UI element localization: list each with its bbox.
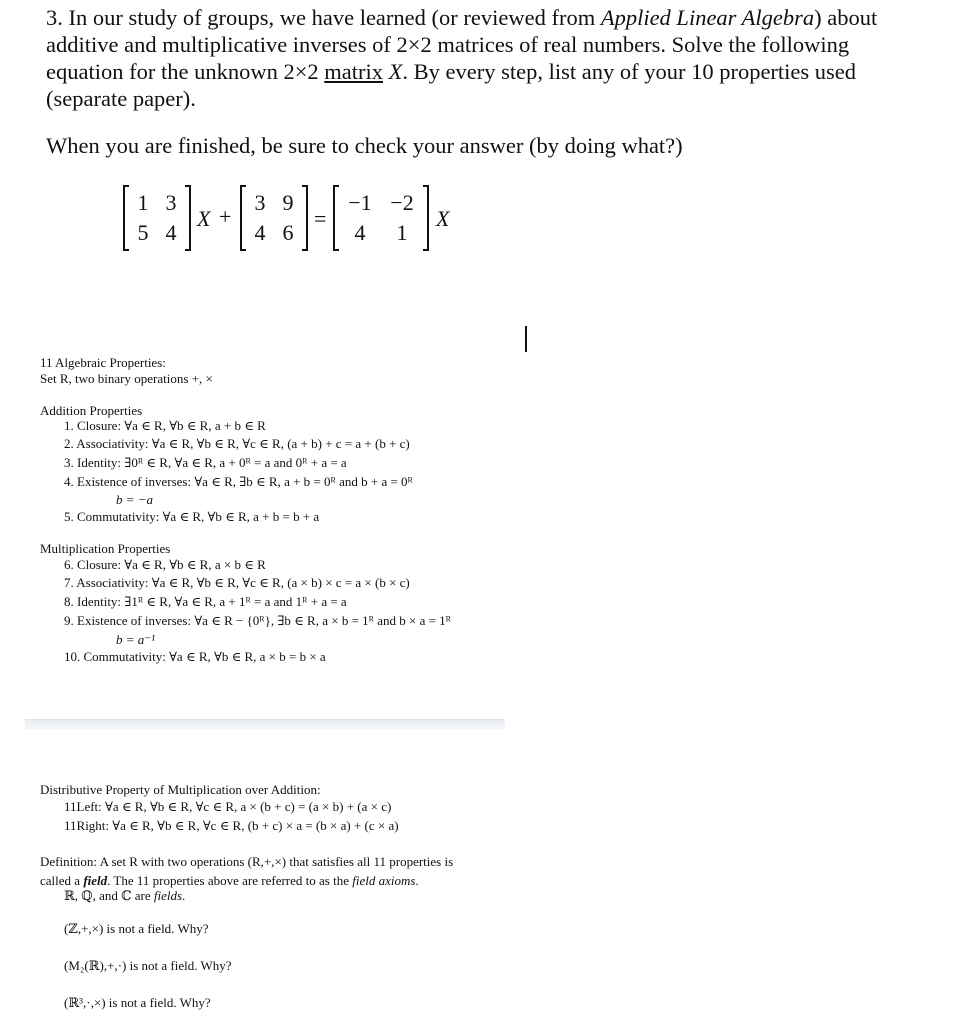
property-8: 8. Identity: ∃1ᴿ ∈ R, ∀a ∈ R, a + 1ᴿ = a and 1ᴿ + a = a	[64, 594, 347, 609]
field-axioms-term: field axioms	[352, 873, 416, 888]
problem-statement	[46, 4, 926, 112]
addition-inverse-note: b = −a	[116, 492, 154, 507]
definition-line-1: Definition: A set R with two operations (R,+,×) that satisfies all 11 properties is	[40, 854, 454, 869]
unknown-x-2: X	[436, 206, 450, 231]
problem-line-1: 3. In our study of groups, we have learned (or reviewed from Applied Linear Algebra) about	[46, 5, 878, 30]
definition-line-2: called a field. The 11 properties above are referred to as the field axioms.	[40, 873, 419, 888]
unknown-x-1: X	[197, 206, 211, 231]
property-3: 3. Identity: ∃0ᴿ ∈ R, ∀a ∈ R, a + 0ᴿ = a and 0ᴿ + a = a	[64, 455, 347, 470]
properties-heading: 11 Algebraic Properties:	[40, 355, 166, 370]
property-5: 5. Commutativity: ∀a ∈ R, ∀b ∈ R, a + b = b + a	[64, 509, 320, 524]
property-11-right: 11Right: ∀a ∈ R, ∀b ∈ R, ∀c ∈ R, (b + c) × a = (b × a) + (c × a)	[64, 818, 399, 833]
matrix-c: −1 −2 4 1	[333, 186, 429, 250]
definition-line-3: ℝ, ℚ, and ℂ are fields.	[64, 888, 186, 903]
property-6: 6. Closure: ∀a ∈ R, ∀b ∈ R, a × b ∈ R	[64, 557, 266, 572]
multiplication-title: Multiplication Properties	[40, 541, 171, 556]
equals-sign: =	[314, 206, 327, 231]
matrix-b: 3 9 4 6	[240, 186, 308, 250]
page-divider	[25, 719, 505, 729]
property-2: 2. Associativity: ∀a ∈ R, ∀b ∈ R, ∀c ∈ R, (a + b) + c = a + (b + c)	[64, 436, 410, 451]
question-r3: (ℝ³,·,×) is not a field. Why?	[64, 995, 211, 1010]
field-term: field	[83, 873, 108, 888]
property-10: 10. Commutativity: ∀a ∈ R, ∀b ∈ R, a × b = b × a	[64, 649, 326, 664]
matrix-a: 1 3 5 4	[123, 186, 191, 250]
problem-line-3: equation for the unknown 2×2 matrix X. By every step, list any of your 10 properties used	[46, 59, 857, 84]
plus-sign: +	[219, 204, 232, 229]
property-9: 9. Existence of inverses: ∀a ∈ R − {0ᴿ}, ∃b ∈ R, a × b = 1ᴿ and b × a = 1ᴿ	[64, 613, 452, 628]
question-integers: (ℤ,+,×) is not a field. Why?	[64, 921, 209, 936]
problem-line-4: (separate paper).	[46, 86, 196, 111]
multiplication-inverse-note: b = a⁻¹	[116, 632, 156, 647]
question-matrices: (M₂(ℝ),+,·) is not a field. Why?	[64, 958, 232, 973]
property-4: 4. Existence of inverses: ∀a ∈ R, ∃b ∈ R, a + b = 0ᴿ and b + a = 0ᴿ	[64, 474, 413, 489]
text-cursor	[525, 326, 527, 352]
problem-line-2: additive and multiplicative inverses of 2×2 matrices of real numbers. Solve the following	[46, 32, 850, 57]
book-title: Applied Linear Algebra	[600, 5, 815, 30]
property-1: 1. Closure: ∀a ∈ R, ∀b ∈ R, a + b ∈ R	[64, 418, 266, 433]
property-7: 7. Associativity: ∀a ∈ R, ∀b ∈ R, ∀c ∈ R, (a × b) × c = a × (b × c)	[64, 575, 410, 590]
addition-title: Addition Properties	[40, 403, 143, 418]
check-instruction: When you are finished, be sure to check your answer (by doing what?)	[46, 133, 683, 158]
set-description: Set R, two binary operations +, ×	[40, 371, 213, 386]
property-11-left: 11Left: ∀a ∈ R, ∀b ∈ R, ∀c ∈ R, a × (b + c) = (a × b) + (a × c)	[64, 799, 392, 814]
distributive-title: Distributive Property of Multiplication over Addition:	[40, 782, 321, 797]
underlined-matrix: matrix	[324, 59, 383, 84]
